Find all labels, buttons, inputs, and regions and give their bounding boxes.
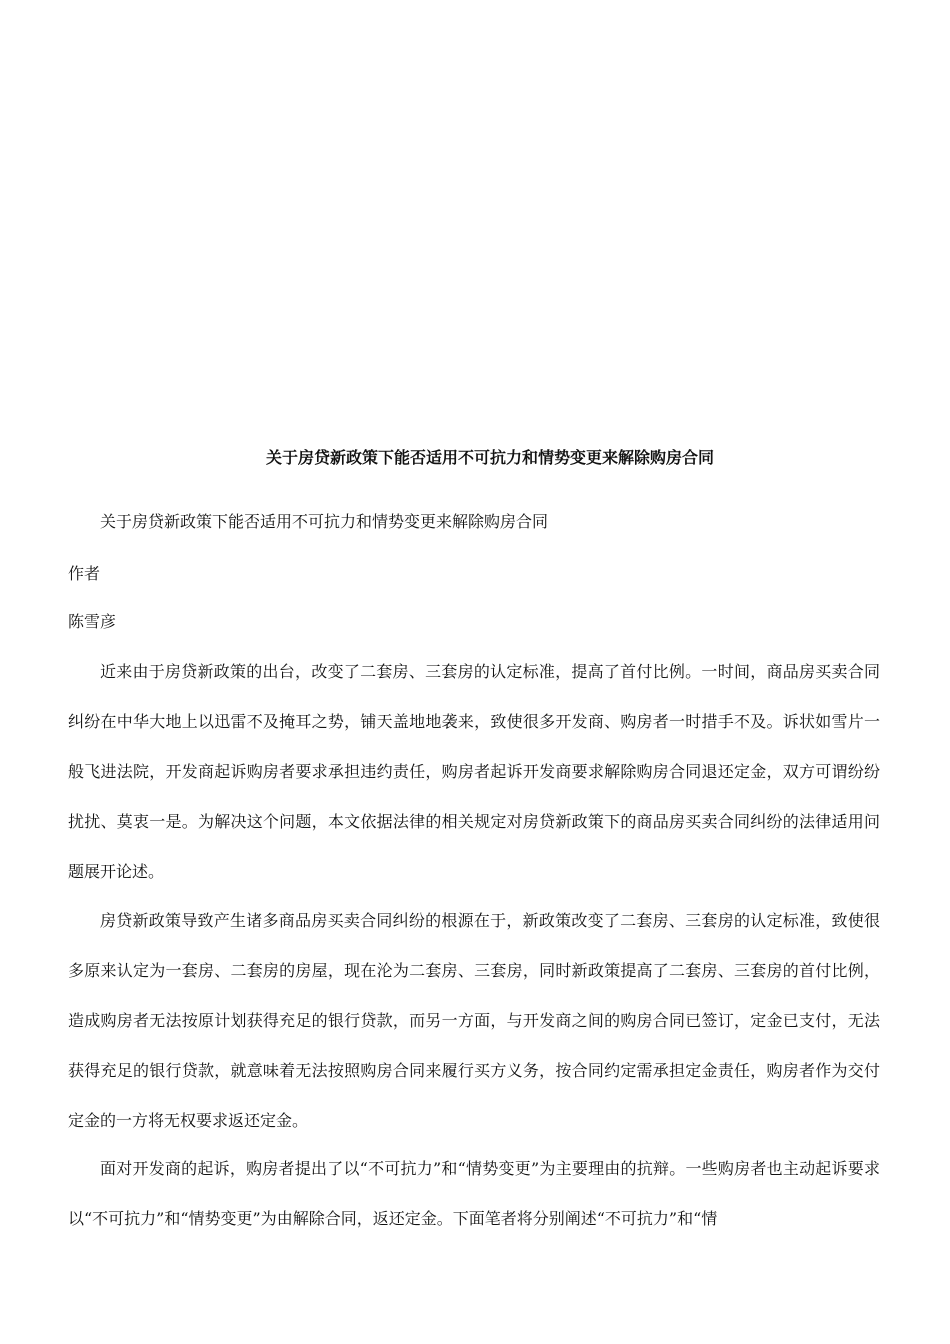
body-paragraph-1: 近来由于房贷新政策的出台，改变了二套房、三套房的认定标准，提高了首付比例。一时间，商品房买卖合同纠纷在中华大地上以迅雷不及掩耳之势，铺天盖地地袭来，致使很多开发商、购房者一时措手不及。诉状如雪片一般飞进法院，开发商起诉购房者要求承担违约责任，购房者起诉开发商要求解除购房合同退还定金，双方可谓纷纷扰扰、莫衷一是。为解决这个问题，本文依据法律的相关规定对房贷新政策下的商品房买卖合同纠纷的法律适用问题展开论述。 (68, 662, 880, 881)
author-name: 陈雪彦 (68, 612, 117, 631)
author-label: 作者 (68, 564, 101, 583)
document-subtitle: 关于房贷新政策下能否适用不可抗力和情势变更来解除购房合同 (100, 512, 549, 531)
body-paragraph-2: 房贷新政策导致产生诸多商品房买卖合同纠纷的根源在于，新政策改变了二套房、三套房的认定标准，致使很多原来认定为一套房、二套房的房屋，现在沦为二套房、三套房，同时新政策提高了二套房、三套房的首付比例，造成购房者无法按原计划获得充足的银行贷款，而另一方面，与开发商之间的购房合同已签订，定金已支付，无法获得充足的银行贷款，就意味着无法按照购房合同来履行买方义务，按合同约定需承担定金责任，购房者作为交付定金的一方将无权要求返还定金。 (68, 911, 880, 1130)
document-title: 关于房贷新政策下能否适用不可抗力和情势变更来解除购房合同 (265, 448, 714, 467)
body-paragraph-3: 面对开发商的起诉，购房者提出了以“不可抗力”和“情势变更”为主要理由的抗辩。一些购房者也主动起诉要求以“不可抗力”和“情势变更”为由解除合同，返还定金。下面笔者将分别阐述“不可抗力”和“情 (68, 1159, 880, 1228)
